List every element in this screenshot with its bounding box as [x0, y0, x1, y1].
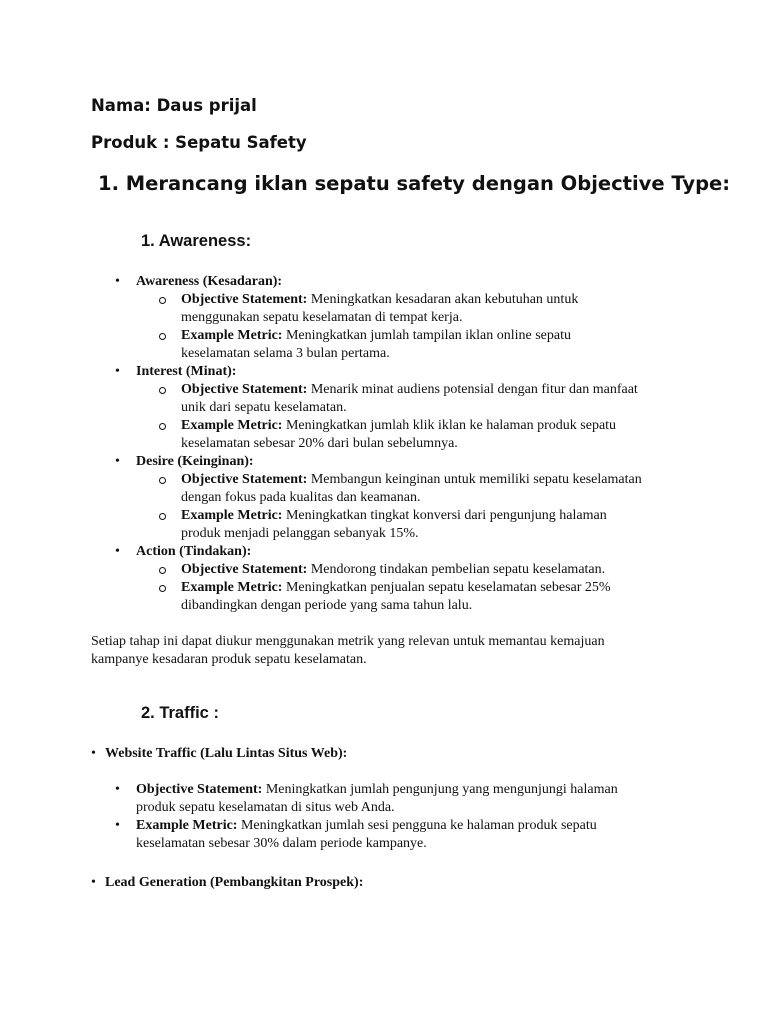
bullet-icon: •	[115, 364, 120, 379]
objective-statement-cont: menggunakan sepatu keselamatan di tempat kerja.	[181, 310, 463, 325]
circle-bullet-icon	[159, 513, 166, 520]
circle-bullet-icon	[159, 567, 166, 574]
circle-bullet-icon	[159, 333, 166, 340]
example-metric-line: Example Metric: Meningkatkan jumlah klik iklan ke halaman produk sepatu	[181, 418, 617, 433]
product-line: Produk : Sepatu Safety	[91, 133, 307, 152]
objective-statement-cont: unik dari sepatu keselamatan.	[181, 400, 347, 415]
bullet-icon: •	[115, 274, 120, 289]
objective-statement-line: Objective Statement: Menarik minat audiens potensial dengan fitur dan manfaat	[181, 382, 638, 397]
stage-interest-label: Interest (Minat):	[136, 364, 237, 379]
example-metric-line: Example Metric: Meningkatkan jumlah sesi pengguna ke halaman produk sepatu	[136, 818, 597, 833]
example-metric-cont: keselamatan sebesar 20% dari bulan sebelumnya.	[181, 436, 458, 451]
section2-heading: 2. Traffic :	[141, 704, 219, 722]
circle-bullet-icon	[159, 585, 166, 592]
example-metric-cont: keselamatan sebesar 30% dalam periode kampanye.	[136, 836, 427, 851]
objective-statement-line: Objective Statement: Mendorong tindakan pembelian sepatu keselamatan.	[181, 562, 606, 577]
objective-statement-line: Objective Statement: Membangun keinginan untuk memiliki sepatu keselamatan	[181, 472, 642, 487]
example-metric-cont: produk menjadi pelanggan sebanyak 15%.	[181, 526, 419, 541]
objective-statement-cont: produk sepatu keselamatan di situs web Anda.	[136, 800, 395, 815]
bullet-icon: •	[115, 454, 120, 469]
circle-bullet-icon	[159, 387, 166, 394]
example-metric-cont: keselamatan selama 3 bulan pertama.	[181, 346, 390, 361]
bullet-icon: •	[115, 544, 120, 559]
main-title: 1. Merancang iklan sepatu safety dengan Objective Type:	[98, 172, 731, 195]
example-metric-cont: dibandingkan dengan periode yang sama tahun lalu.	[181, 598, 473, 613]
objective-statement-line: Objective Statement: Meningkatkan kesadaran akan kebutuhan untuk	[181, 292, 579, 307]
bullet-icon: •	[91, 875, 96, 890]
example-metric-line: Example Metric: Meningkatkan penjualan sepatu keselamatan sebesar 25%	[181, 580, 611, 595]
objective-statement-cont: dengan fokus pada kualitas dan keamanan.	[181, 490, 421, 505]
name-line: Nama: Daus prijal	[91, 96, 257, 115]
stage-awareness-label: Awareness (Kesadaran):	[136, 274, 283, 289]
stage-desire-label: Desire (Keinginan):	[136, 454, 254, 469]
website-traffic-label: Website Traffic (Lalu Lintas Situs Web):	[105, 746, 348, 761]
bullet-icon: •	[115, 818, 120, 833]
stage-action-label: Action (Tindakan):	[136, 544, 252, 559]
summary-paragraph-line1: Setiap tahap ini dapat diukur menggunakan metrik yang relevan untuk memantau kemajuan	[91, 634, 605, 649]
objective-statement-line: Objective Statement: Meningkatkan jumlah pengunjung yang mengunjungi halaman	[136, 782, 618, 797]
bullet-icon: •	[115, 782, 120, 797]
summary-paragraph-line2: kampanye kesadaran produk sepatu keselamatan.	[91, 652, 367, 667]
lead-generation-label: Lead Generation (Pembangkitan Prospek):	[105, 875, 364, 890]
example-metric-line: Example Metric: Meningkatkan tingkat konversi dari pengunjung halaman	[181, 508, 607, 523]
circle-bullet-icon	[159, 477, 166, 484]
section1-heading: 1. Awareness:	[141, 232, 252, 250]
example-metric-line: Example Metric: Meningkatkan jumlah tampilan iklan online sepatu	[181, 328, 571, 343]
circle-bullet-icon	[159, 297, 166, 304]
bullet-icon: •	[91, 746, 96, 761]
circle-bullet-icon	[159, 423, 166, 430]
